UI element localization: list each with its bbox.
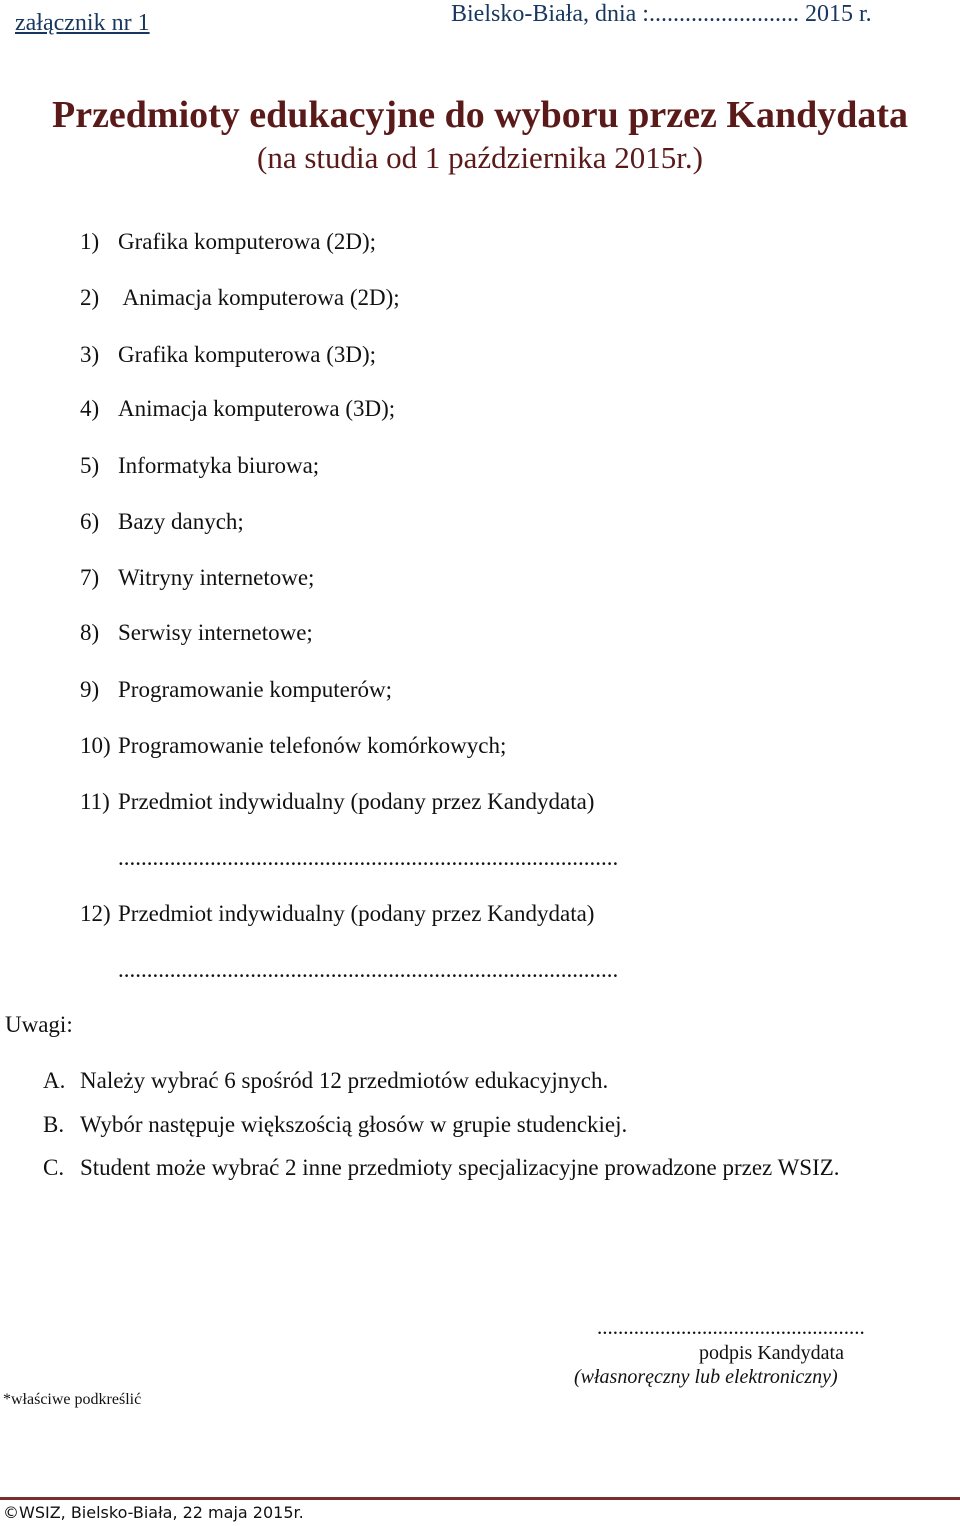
item-label: Grafika komputerowa (2D); xyxy=(118,229,377,254)
item-label: Przedmiot indywidualny (podany przez Kandydata) xyxy=(118,901,595,926)
item-label: Przedmiot indywidualny (podany przez Kandydata) xyxy=(118,789,595,814)
item-label: Witryny internetowe; xyxy=(118,565,315,590)
fill-line-11: ....................................................................................... xyxy=(118,845,619,870)
list-item xyxy=(80,509,244,535)
item-label: Grafika komputerowa (3D); xyxy=(118,342,377,367)
fill-line-12: ....................................................................................... xyxy=(118,957,619,982)
item-number: 12) xyxy=(80,901,111,926)
remarks-heading: Uwagi: xyxy=(5,1012,73,1037)
item-label: Programowanie komputerów; xyxy=(118,677,393,702)
item-number: 10) xyxy=(80,733,111,758)
list-item xyxy=(80,620,313,646)
footer-copyright: ©WSIZ, Bielsko-Biała, 22 maja 2015r. xyxy=(3,1503,304,1522)
remark-text: Należy wybrać 6 spośród 12 przedmiotów edukacyjnych. xyxy=(80,1068,609,1093)
signature-label: podpis Kandydata xyxy=(699,1342,844,1364)
remark-letter: B. xyxy=(43,1112,65,1137)
item-number: 8) xyxy=(80,620,100,645)
item-number: 6) xyxy=(80,509,100,534)
remark-text: Student może wybrać 2 inne przedmioty specjalizacyjne prowadzone przez WSIZ. xyxy=(80,1155,840,1180)
item-number: 3) xyxy=(80,342,100,367)
item-label: Informatyka biurowa; xyxy=(118,453,320,478)
footer-divider xyxy=(0,1497,960,1500)
place-date-field: Bielsko-Biała, dnia :......................... 2015 r. xyxy=(451,1,872,27)
item-label: Bazy danych; xyxy=(118,509,244,534)
remark-text: Wybór następuje większością głosów w grupie studenckiej. xyxy=(80,1112,628,1137)
item-number: 1) xyxy=(80,229,100,254)
list-item xyxy=(80,342,376,368)
page-subtitle: (na studia od 1 października 2015r.) xyxy=(257,140,703,175)
item-number: 11) xyxy=(80,789,110,814)
remark-item xyxy=(43,1155,840,1181)
list-item xyxy=(80,789,594,815)
page-title: Przedmioty edukacyjne do wyboru przez Kandydata xyxy=(51,94,909,136)
item-label: Serwisy internetowe; xyxy=(118,620,313,645)
attachment-label: załącznik nr 1 xyxy=(15,10,150,36)
list-item xyxy=(80,396,395,422)
list-item xyxy=(80,229,376,255)
list-item xyxy=(80,677,392,703)
remark-letter: A. xyxy=(43,1068,66,1093)
item-number: 5) xyxy=(80,453,100,478)
list-item xyxy=(80,901,594,927)
item-number: 2) xyxy=(80,285,100,310)
remark-item xyxy=(43,1068,608,1094)
list-item xyxy=(80,453,319,479)
underline-note: *właściwe podkreślić xyxy=(3,1391,142,1408)
list-item xyxy=(80,565,314,591)
item-label: Programowanie telefonów komórkowych; xyxy=(118,733,507,758)
item-label: Animacja komputerowa (3D); xyxy=(118,396,396,421)
signature-line: ................................................... xyxy=(597,1315,865,1339)
list-item xyxy=(80,733,506,759)
item-number: 4) xyxy=(80,396,100,421)
item-number: 9) xyxy=(80,677,100,702)
signature-note: (własnoręczny lub elektroniczny) xyxy=(574,1366,838,1388)
list-item xyxy=(80,285,400,311)
item-label: Animacja komputerowa (2D); xyxy=(118,285,400,310)
remark-letter: C. xyxy=(43,1155,65,1180)
item-number: 7) xyxy=(80,565,100,590)
remark-item xyxy=(43,1112,627,1138)
